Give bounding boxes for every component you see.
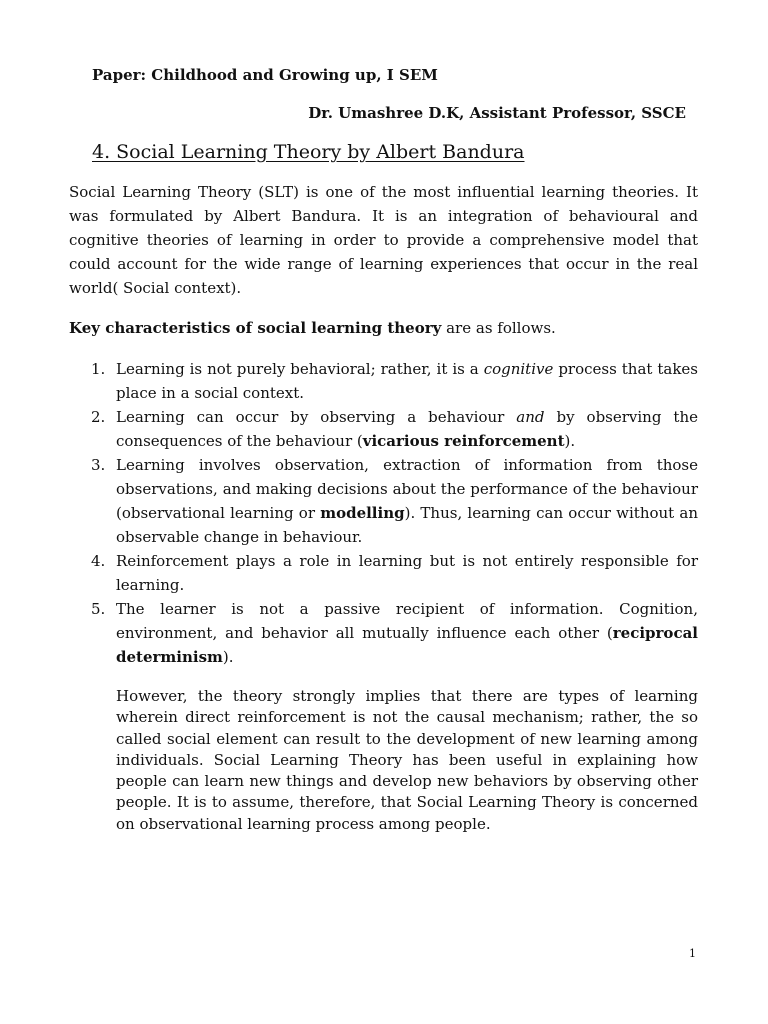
- list-item-text: The learner is not a passive recipient of information. Cognition, environment, and behavior all mutually influence each other (: [116, 600, 698, 642]
- list-item-text: Learning is not purely behavioral; rather, it is a: [116, 360, 484, 378]
- list-item: [69, 405, 698, 453]
- intro-paragraph: Social Learning Theory (SLT) is one of the most influential learning theories. It was formulated by Albert Bandura. It is an integration of behavioural and cognitive theories of learning in order to provide a comprehensive model that could account for the wide range of learning experiences that occur in the real world( Social context).: [69, 183, 698, 297]
- list-item-text: Learning can occur by observing a behaviour: [116, 408, 517, 426]
- key-characteristics-intro: [69, 316, 556, 340]
- list-item-number: 3.: [91, 456, 106, 474]
- list-item: [69, 597, 698, 669]
- list-item-text: ).: [564, 432, 576, 450]
- closing-paragraph: However, the theory strongly implies that there are types of learning wherein direct reinforcement is not the causal mechanism; rather, the so called social element can result to the development of new learning among individuals. Social Learning Theory has been useful in explaining how people can learn new things and develop new behaviors by observing other people. It is to assume, therefore, that Social Learning Theory is concerned on observational learning process among people.: [116, 687, 698, 833]
- list-item-italic: and: [516, 408, 545, 426]
- document-title: 4. Social Learning Theory by Albert Bandura: [92, 141, 525, 163]
- list-item-text: process that takes place in a social context.: [116, 360, 699, 402]
- list-item-text: ).: [222, 648, 234, 666]
- key-characteristics-rest: are as follows.: [441, 319, 556, 337]
- list-item-number: 2.: [91, 408, 106, 426]
- list-item: [69, 357, 698, 405]
- list-item-text: Learning involves observation, extraction of information from those observations, and making decisions about the performance of the behaviour (observational learning or: [116, 456, 698, 522]
- list-item-bold: reciprocal determinism: [116, 624, 698, 666]
- list-item-text: by observing the consequences of the behaviour (: [116, 408, 698, 450]
- list-item-number: 5.: [91, 600, 106, 618]
- list-item: [69, 453, 698, 549]
- list-item-text: ). Thus, learning can occur without an observable change in behaviour.: [116, 504, 698, 546]
- characteristics-list: [69, 357, 698, 669]
- list-item-bold: vicarious reinforcement: [362, 432, 565, 450]
- page-number: 1: [689, 947, 696, 960]
- list-item-bold: modelling: [320, 504, 405, 522]
- key-characteristics-bold: Key characteristics of social learning theory: [69, 319, 442, 337]
- list-item-number: 1.: [91, 360, 106, 378]
- author-header: Dr. Umashree D.K, Assistant Professor, SSCE: [308, 104, 686, 122]
- list-item-text: Reinforcement plays a role in learning but is not entirely responsible for learning.: [116, 552, 698, 594]
- paper-header: Paper: Childhood and Growing up, I SEM: [92, 66, 438, 84]
- list-item-number: 4.: [91, 552, 106, 570]
- list-item-italic: cognitive: [483, 360, 554, 378]
- list-item: [69, 549, 698, 597]
